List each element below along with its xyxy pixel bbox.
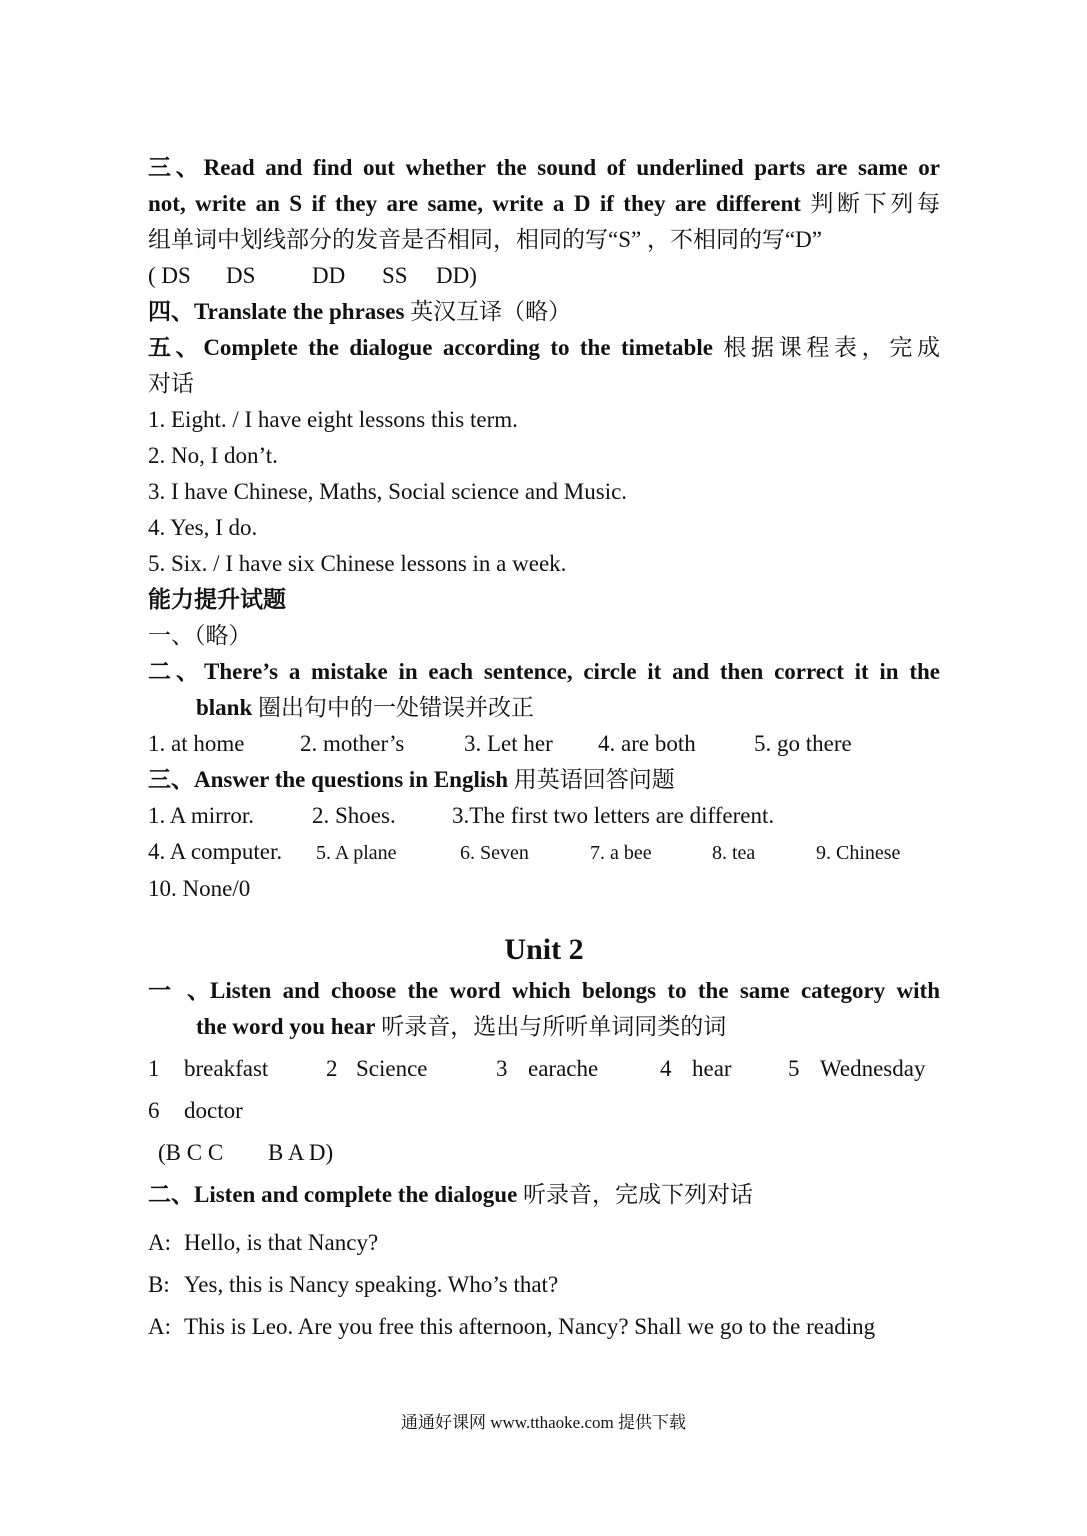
u1-title-line2: the word you hear 听录音，选出与所听单词同类的词 — [196, 1014, 727, 1039]
dialogue-line-3: A: This is Leo. Are you free this afternoon, Nancy? Shall we go to the reading — [148, 1314, 876, 1339]
answer-page — [148, 150, 940, 1345]
s3-answers: ( DS DS DD SS DD) — [148, 263, 477, 288]
u2-title: 二、Listen and complete the dialogue 听录音，完成下列对话 — [148, 1182, 754, 1207]
ab3-row2: 4. A computer. 5. A plane 6. Seven 7. a bee 8. tea 9. Chinese — [148, 839, 901, 864]
s5-answer-2: 2. No, I don’t. — [148, 443, 278, 468]
u1-words: 1 breakfast 2 Science 3 earache 4 hear 5 Wednesday — [148, 1056, 926, 1081]
unit-title: Unit 2 — [504, 933, 584, 966]
s3-title-line3: 组单词中划线部分的发音是否相同，相同的写“S” ，不相同的写“D” — [148, 227, 822, 252]
s5-answer-4: 4. Yes, I do. — [148, 515, 258, 540]
u1-answers: (B C C B A D) — [158, 1140, 334, 1165]
u1-title-line1: 一、Listen and choose the word which belongs to the same category with — [148, 978, 940, 1003]
ab3-row3: 10. None/0 — [148, 876, 251, 901]
s5-title-line1: 五、Complete the dialogue according to the timetable 根据课程表，完成 — [148, 335, 941, 360]
ab3-row1: 1. A mirror. 2. Shoes. 3.The first two letters are different. — [148, 803, 775, 828]
ab2-title-line2: blank 圈出句中的一处错误并改正 — [196, 695, 535, 720]
dialogue-line-1: A: Hello, is that Nancy? — [148, 1230, 379, 1255]
ability-1: 一、（略） — [148, 623, 252, 648]
ab2-title-line1: 二、There’s a mistake in each sentence, circle it and then correct it in the — [148, 659, 940, 684]
s3-title-line1: 三、Read and find out whether the sound of underlined parts are same or — [148, 155, 941, 180]
ability-heading: 能力提升试题 — [148, 587, 286, 612]
s3-title-line2: not, write an S if they are same, write a D if they are different 判断下列每 — [148, 191, 941, 216]
s4-title: 四、Translate the phrases 英汉互译（略） — [148, 299, 572, 324]
ab3-title: 三、Answer the questions in English 用英语回答问题 — [148, 767, 675, 792]
s5-answer-5: 5. Six. / I have six Chinese lessons in a week. — [148, 551, 567, 576]
page-footer: 通通好课网 www.tthaoke.com 提供下载 — [400, 1413, 687, 1432]
u1-word6: 6 doctor — [148, 1098, 243, 1123]
dialogue-line-2: B: Yes, this is Nancy speaking. Who’s that? — [148, 1272, 559, 1297]
s5-answer-1: 1. Eight. / I have eight lessons this term. — [148, 407, 518, 432]
s5-answer-3: 3. I have Chinese, Maths, Social science and Music. — [148, 479, 628, 504]
ab2-answers: 1. at home 2. mother’s 3. Let her 4. are both 5. go there — [148, 731, 852, 756]
s5-title-line2: 对话 — [148, 371, 194, 396]
